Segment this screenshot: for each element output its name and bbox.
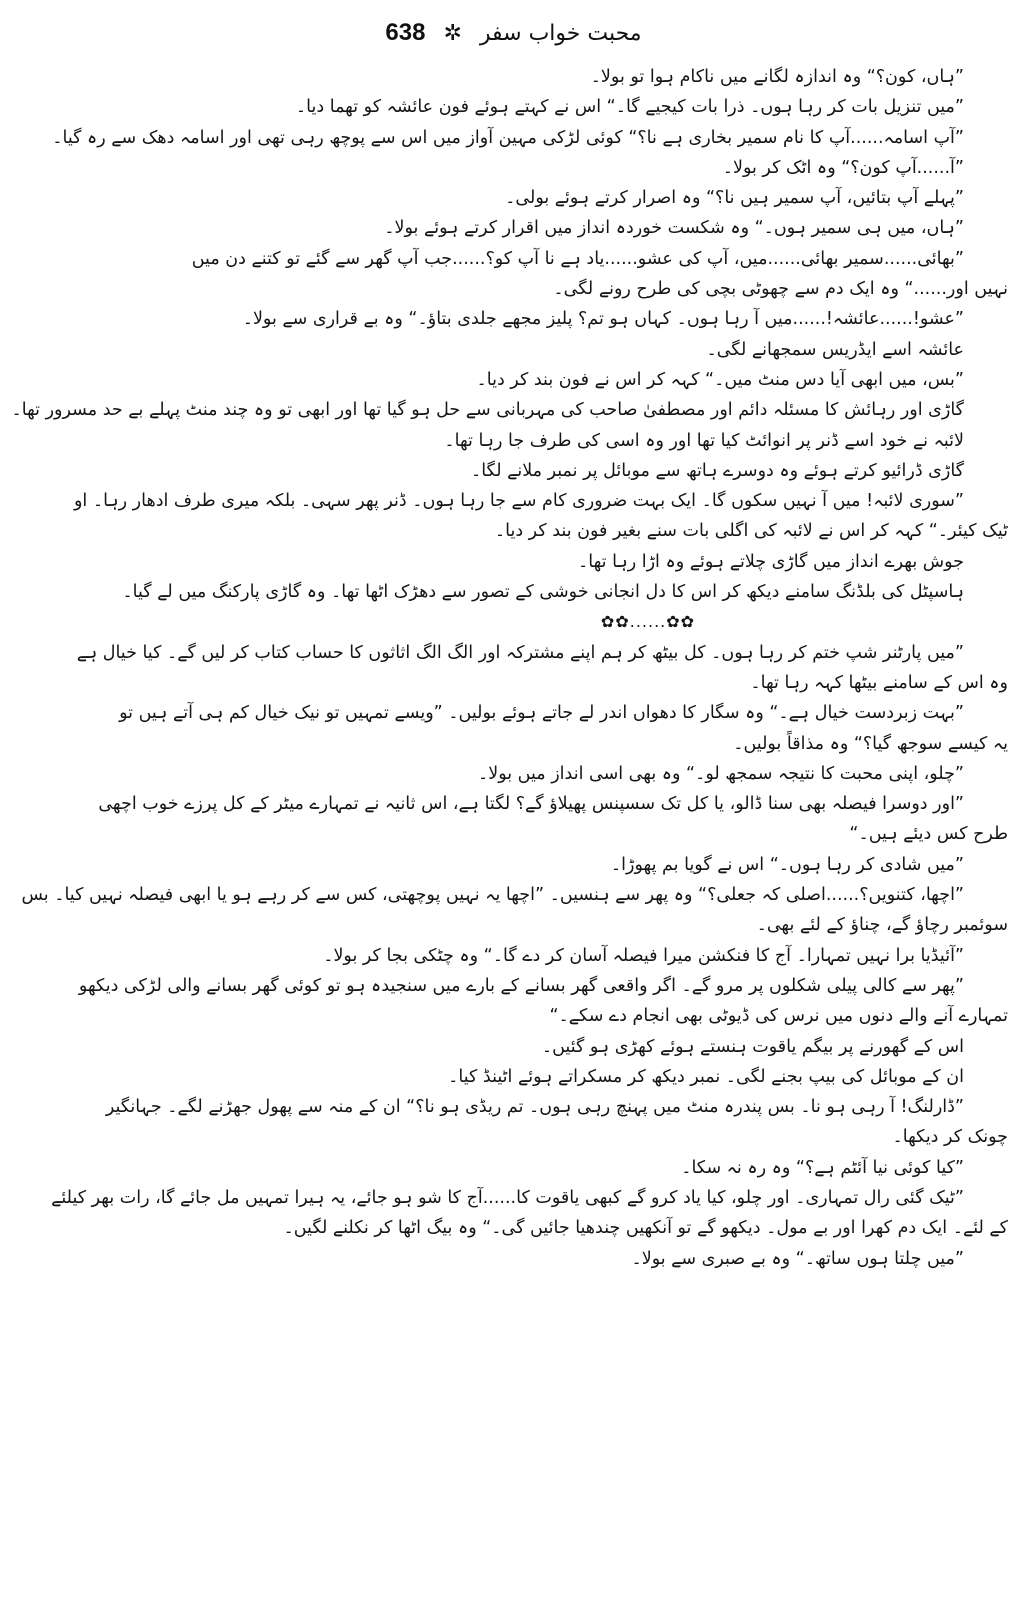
text-line: یہ کیسے سوجھ گیا؟“ وہ مذاقاً بولیں۔	[733, 733, 1008, 754]
text-line: گاڑی اور رہائش کا مسئلہ دائم اور مصطفیٰ صاحب کی مہربانی سے حل ہو گیا تھا اور ابھی تو وہ چند منٹ پہلے بے حد مسرور تھا۔	[11, 400, 964, 421]
text-line: جوش بھرے انداز میں گاڑی چلاتے ہوئے وہ اڑا رہا تھا۔	[578, 551, 964, 572]
text-line: ”ہاں، میں ہی سمیر ہوں۔“ وہ شکست خوردہ انداز میں اقرار کرتے ہوئے بولا۔	[384, 218, 964, 239]
text-line: ”میں چلتا ہوں ساتھ۔“ وہ بے صبری سے بولا۔	[631, 1248, 964, 1269]
flower-ornament-icon: ✲	[443, 20, 462, 46]
text-line: ”میں شادی کر رہا ہوں۔“ اس نے گویا بم پھوڑا۔	[610, 854, 964, 875]
text-line: ”بہت زبردست خیال ہے۔“ وہ سگار کا دھواں اندر لے جاتے ہوئے بولیں۔ ”ویسے تمہیں تو نیک خیال کم ہی آتے ہیں تو	[119, 703, 964, 724]
text-line: گاڑی ڈرائیو کرتے ہوئے وہ دوسرے ہاتھ سے موبائل پر نمبر ملانے لگا۔	[470, 460, 964, 481]
text-line: ہاسپٹل کی بلڈنگ سامنے دیکھ کر اس کا دل انجانی خوشی کے تصور سے دھڑک اٹھا تھا۔ وہ گاڑی پارکنگ میں لے گیا۔	[122, 582, 964, 603]
text-line: ”سوری لائبہ! میں آ نہیں سکوں گا۔ ایک بہت ضروری کام سے جا رہا ہوں۔ ڈنر پھر سہی۔ بلکہ میری طرف ادھار رہا۔ او	[73, 491, 964, 512]
text-line: کے لئے۔ ایک دم کھرا اور بے مول۔ دیکھو گے تو آنکھیں چندھیا جائیں گی۔“ وہ بیگ اٹھا کر نکلنے لگیں۔	[283, 1218, 1008, 1239]
section-separator: ✿✿......✿✿	[600, 612, 696, 632]
text-line: ”عشو!......عائشہ!......میں آ رہا ہوں۔ کہاں ہو تم؟ پلیز مجھے جلدی بتاؤ۔“ وہ بے قراری سے بولا۔	[242, 309, 964, 330]
text-line: ”اچھا، کتنویں؟......اصلی کہ جعلی؟“ وہ پھر سے ہنسیں۔ ”اچھا یہ نہیں پوچھتی، کس سے کر رہے ہو یا ابھی فیصلہ نہیں کیا۔ بس	[21, 885, 964, 906]
story-text	[11, 62, 1008, 1592]
text-line: ”آپ اسامہ......آپ کا نام سمیر بخاری ہے نا؟“ کوئی لڑکی مہین آواز میں اس سے پوچھ رہی تھی اور اسامہ دھک سے رہ گیا۔	[52, 127, 964, 148]
text-line: ”چلو، اپنی محبت کا نتیجہ سمجھ لو۔“ وہ بھی اسی انداز میں بولا۔	[477, 763, 964, 784]
text-line: اس کے گھورنے پر بیگم یاقوت ہنستے ہوئے کھڑی ہو گئیں۔	[541, 1036, 964, 1057]
text-line: وہ اس کے سامنے بیٹھا کہہ رہا تھا۔	[750, 672, 1008, 693]
running-title: محبت خواب سفر	[479, 20, 642, 46]
text-line: ان کے موبائل کی بیپ بجنے لگی۔ نمبر دیکھ کر مسکراتے ہوئے اٹینڈ کیا۔	[448, 1066, 964, 1087]
text-line: ”بس، میں ابھی آیا دس منٹ میں۔“ کہہ کر اس نے فون بند کر دیا۔	[476, 369, 964, 390]
text-line: ”کیا کوئی نیا آئٹم ہے؟“ وہ رہ نہ سکا۔	[681, 1157, 964, 1178]
text-line: ”اور دوسرا فیصلہ بھی سنا ڈالو، یا کل تک سسپنس پھیلاؤ گے؟ لگتا ہے، اس ثانیہ نے تمہارے میٹر کے کل پرزے خوب اچھی	[98, 794, 964, 815]
text-line: تمہارے آنے والے دنوں میں نرس کی ڈیوٹی بھی انجام دے سکے۔“	[549, 1006, 1008, 1027]
text-line: نہیں اور......“ وہ ایک دم سے چھوٹی بچی کی طرح رونے لگی۔	[553, 279, 1008, 300]
text-line: ”ڈارلنگ! آ رہی ہو نا۔ بس پندرہ منٹ میں پہنچ رہی ہوں۔ تم ریڈی ہو نا؟“ ان کے منہ سے پھول جھڑنے لگے۔ جہانگیر	[105, 1097, 964, 1118]
text-line: ”بھائی......سمیر بھائی......میں، آپ کی عشو......یاد ہے نا آپ کو؟......جب آپ گھر سے گئے تو کتنے دن میں	[191, 248, 964, 269]
text-line: ”آئیڈیا برا نہیں تمہارا۔ آج کا فنکشن میرا فیصلہ آسان کر دے گا۔“ وہ چٹکی بجا کر بولا۔	[323, 945, 964, 966]
text-line: سوئمبر رچاؤ گے، چناؤ کے لئے بھی۔	[756, 915, 1008, 936]
text-line: ”ٹیک گئی رال تمہاری۔ اور چلو، کیا یاد کرو گے کبھی یاقوت کا......آج کا شو ہو جائے، یہ ہیرا تمہیں مل جائے گا، رات بھر کیلئے	[51, 1187, 964, 1208]
text-line: ”میں پارٹنر شپ ختم کر رہا ہوں۔ کل بیٹھ کر ہم اپنے مشترکہ اور الگ الگ اثاثوں کا حساب کتاب کر لیں گے۔ کیا خیال ہے	[76, 642, 964, 663]
text-line: ”آ......آپ کون؟“ وہ اٹک کر بولا۔	[722, 157, 964, 178]
page-header	[0, 8, 1027, 58]
text-line: ٹیک کیئر۔“ کہہ کر اس نے لائبہ کی اگلی بات سنے بغیر فون بند کر دیا۔	[494, 521, 1008, 542]
text-line: ”پہلے آپ بتائیں، آپ سمیر ہیں نا؟“ وہ اصرار کرتے ہوئے بولی۔	[505, 188, 964, 209]
text-line: طرح کس دیئے ہیں۔“	[849, 824, 1008, 845]
text-line: ”میں تنزیل بات کر رہا ہوں۔ ذرا بات کیجیے گا۔“ اس نے کہتے ہوئے فون عائشہ کو تھما دیا۔	[295, 97, 964, 118]
text-line: ”پھر سے کالی پیلی شکلوں پر مرو گے۔ اگر واقعی گھر بسانے کے بارے میں سنجیدہ ہو تو کوئی گھر بسانے والی لڑکی دیکھو	[78, 975, 964, 996]
text-line: عائشہ اسے ایڈریس سمجھانے لگی۔	[706, 339, 964, 360]
text-line: ”ہاں، کون؟“ وہ اندازہ لگانے میں ناکام ہوا تو بولا۔	[590, 67, 964, 87]
text-line: چونک کر دیکھا۔	[892, 1127, 1008, 1148]
page-number: 638	[385, 19, 426, 46]
text-line: لائبہ نے خود اسے ڈنر پر انوائٹ کیا تھا اور وہ اسی کی طرف جا رہا تھا۔	[444, 430, 964, 451]
